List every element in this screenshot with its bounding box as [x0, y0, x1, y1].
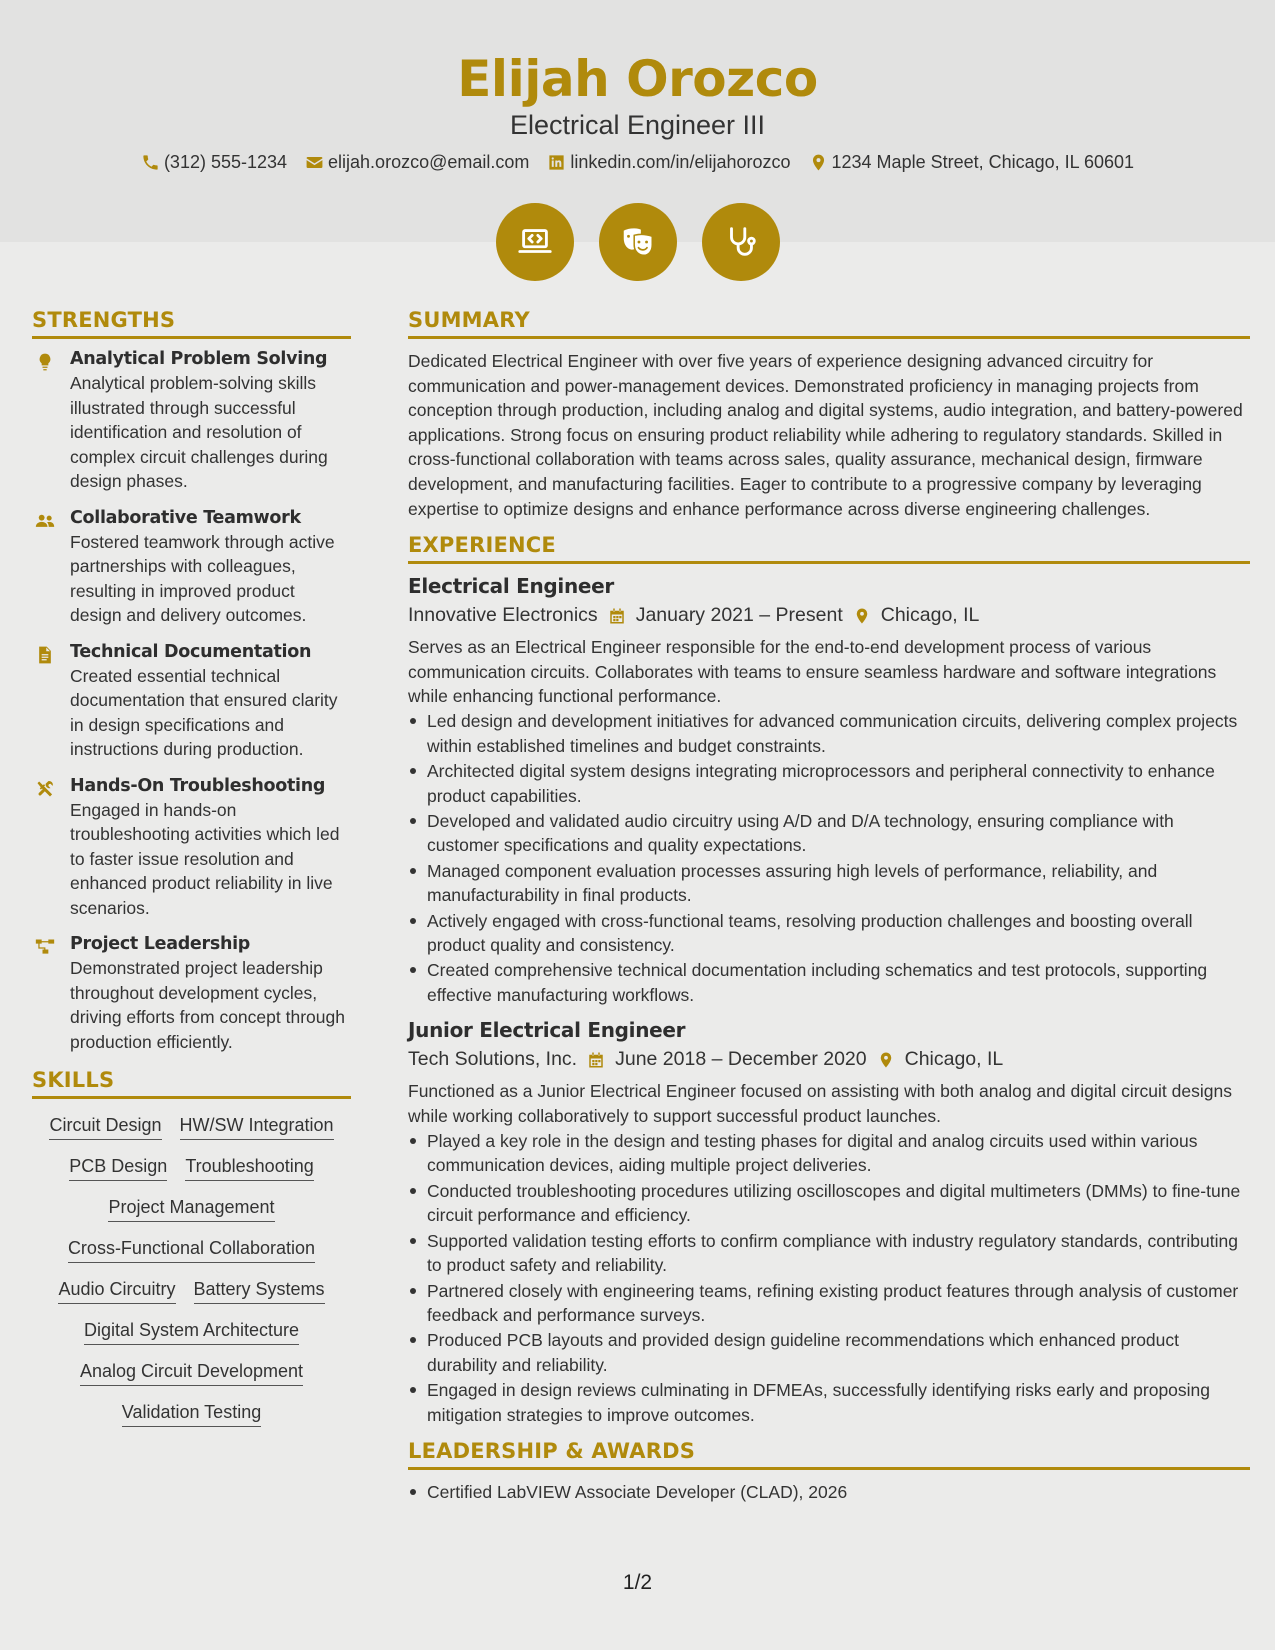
job-title-heading: Electrical Engineer III	[509, 110, 766, 140]
strength-desc: Created essential technical documentation that ensured clarity in design specifications and instructions during production.	[70, 665, 338, 759]
left-column	[32, 308, 351, 1427]
skill-tag: Project Management	[108, 1197, 274, 1222]
skills-heading: SKILLS	[32, 1068, 351, 1099]
skill-tag: Cross-Functional Collaboration	[68, 1238, 315, 1263]
stethoscope-icon	[702, 203, 780, 281]
tools-icon	[35, 779, 55, 799]
job-entry	[408, 1018, 1250, 1427]
phone-text: (312) 555-1234	[163, 152, 288, 172]
job-meta	[408, 604, 1250, 627]
job-dates: January 2021 – Present	[635, 604, 843, 627]
interest-icons	[0, 203, 1275, 281]
awards-heading: LEADERSHIP & AWARDS	[408, 1439, 1250, 1470]
contact-phone[interactable]	[141, 152, 287, 173]
company-name: Innovative Electronics	[408, 604, 598, 627]
calendar-icon	[608, 607, 626, 625]
page-number: 1/2	[622, 1571, 653, 1594]
job-bullet: Supported validation testing efforts to confirm compliance with industry regulatory standards, contributing to product safety and reliability.	[408, 1229, 1250, 1278]
strength-item	[32, 934, 351, 1054]
strength-item	[32, 642, 351, 762]
skill-tag: HW/SW Integration	[180, 1115, 334, 1140]
location-icon	[877, 1051, 895, 1069]
job-bullet: Produced PCB layouts and provided design guideline recommendations which enhanced product durability and reliability.	[408, 1328, 1250, 1377]
skill-tag: Battery Systems	[194, 1279, 325, 1304]
sitemap-icon	[35, 937, 55, 957]
job-bullet: Actively engaged with cross-functional teams, resolving production challenges and boosting overall product quality and consistency.	[408, 909, 1250, 958]
strength-desc: Analytical problem-solving skills illustrated through successful identification and resolution of complex circuit challenges during design phases.	[70, 373, 328, 491]
strengths-heading: STRENGTHS	[32, 308, 351, 339]
job-meta	[408, 1048, 1250, 1071]
document-icon	[35, 645, 55, 665]
job-description: Functioned as a Junior Electrical Engineer focused on assisting with both analog and digital circuit designs while working collaboratively to support successful product launches.	[408, 1081, 1232, 1126]
strength-item	[32, 349, 351, 494]
strength-name: Analytical Problem Solving	[70, 349, 328, 369]
company-name: Tech Solutions, Inc.	[408, 1048, 578, 1071]
address-text: 1234 Maple Street, Chicago, IL 60601	[831, 152, 1135, 172]
right-column	[408, 308, 1250, 1505]
job-location: Chicago, IL	[904, 1048, 1004, 1071]
job-location: Chicago, IL	[880, 604, 980, 627]
skill-tag: Troubleshooting	[185, 1156, 313, 1181]
job-bullet: Created comprehensive technical documentation including schematics and test protocols, supporting effective manufacturing workflows.	[408, 958, 1250, 1007]
award-item: Certified LabVIEW Associate Developer (CLAD), 2026	[408, 1480, 1250, 1504]
calendar-icon	[587, 1051, 605, 1069]
summary-text: Dedicated Electrical Engineer with over five years of experience designing advanced circuitry for communication and power-management devices. Demonstrated proficiency in managing projects from conception through production, including analog and digital systems, audio integration, and battery-powered applications. Strong focus on ensuring product reliability while adhering to regulatory standards. Skilled in cross-functional collaboration with teams across sales, quality assurance, mechanical design, firmware development, and manufacturing facilities. Eager to contribute to a progressive company by leveraging expertise to optimize designs and enhance performance across diverse engineering challenges.	[408, 351, 1243, 519]
email-text: elijah.orozco@email.com	[328, 152, 530, 172]
lightbulb-icon	[35, 352, 55, 372]
contact-bar	[0, 152, 1275, 173]
job-dates: June 2018 – December 2020	[615, 1048, 867, 1071]
skill-tag: PCB Design	[69, 1156, 167, 1181]
strength-name: Project Leadership	[70, 934, 251, 954]
strength-desc: Fostered teamwork through active partnerships with colleagues, resulting in improved product design and delivery outcomes.	[70, 531, 335, 625]
candidate-name: Elijah Orozco	[457, 50, 818, 108]
skill-tag: Validation Testing	[122, 1402, 261, 1427]
users-icon	[35, 511, 55, 531]
job-entry	[408, 574, 1250, 1007]
skill-tag: Analog Circuit Development	[80, 1361, 303, 1386]
job-bullet: Conducted troubleshooting procedures utilizing oscilloscopes and digital multimeters (DMMs) to fine-tune circuit performance and efficiency.	[408, 1179, 1250, 1228]
skill-tag: Circuit Design	[49, 1115, 161, 1140]
job-bullet: Led design and development initiatives for advanced communication circuits, delivering complex projects within established timelines and budget constraints.	[408, 709, 1250, 758]
job-bullet: Managed component evaluation processes assuring high levels of performance, reliability, and manufacturability in final products.	[408, 859, 1250, 908]
job-bullet: Played a key role in the design and testing phases for digital and analog circuits used within various communication devices, aiding multiple project deliveries.	[408, 1129, 1250, 1178]
job-description: Serves as an Electrical Engineer responsible for the end-to-end development process of various communication circuits. Collaborates with teams to ensure seamless hardware and software integrations while enhancing functional performance.	[408, 637, 1217, 706]
email-icon	[305, 153, 324, 172]
linkedin-icon	[547, 153, 566, 172]
job-bullet: Developed and validated audio circuitry using A/D and D/A technology, ensuring compliance with customer specifications and quality expectations.	[408, 809, 1250, 858]
location-icon	[853, 607, 871, 625]
contact-email[interactable]	[305, 152, 529, 173]
skill-tag: Digital System Architecture	[84, 1320, 299, 1345]
strength-item	[32, 776, 351, 921]
skill-tag: Audio Circuitry	[58, 1279, 175, 1304]
location-icon	[809, 153, 828, 172]
job-title: Junior Electrical Engineer	[408, 1018, 686, 1043]
theater-masks-icon	[599, 203, 677, 281]
job-bullet: Engaged in design reviews culminating in DFMEAs, successfully identifying risks early and proposing mitigation strategies to improve outcomes.	[408, 1378, 1250, 1427]
job-title: Electrical Engineer	[408, 574, 614, 599]
summary-heading: SUMMARY	[408, 308, 1250, 339]
phone-icon	[141, 153, 160, 172]
job-bullets	[408, 1129, 1250, 1427]
strength-desc: Demonstrated project leadership throughout development cycles, driving efforts from concept through production efficiently.	[70, 958, 345, 1052]
contact-linkedin[interactable]	[547, 152, 790, 173]
strength-desc: Engaged in hands-on troubleshooting activities which led to faster issue resolution and enhanced product reliability in live scenarios.	[70, 799, 340, 918]
job-bullets	[408, 709, 1250, 1007]
job-bullet: Partnered closely with engineering teams, refining existing product features through analysis of customer feedback and performance surveys.	[408, 1279, 1250, 1328]
job-bullet: Architected digital system designs integrating microprocessors and peripheral connectivity to enhance product capabilities.	[408, 759, 1250, 808]
linkedin-text: linkedin.com/in/elijahorozco	[570, 152, 791, 172]
strength-name: Hands-On Troubleshooting	[70, 775, 326, 796]
strength-name: Technical Documentation	[70, 641, 312, 662]
laptop-code-icon	[496, 203, 574, 281]
strength-item	[32, 508, 351, 628]
strength-name: Collaborative Teamwork	[70, 507, 301, 528]
skills-list	[32, 1115, 351, 1427]
awards-list	[408, 1480, 1250, 1504]
contact-address	[809, 152, 1135, 173]
experience-heading: EXPERIENCE	[408, 533, 1250, 564]
